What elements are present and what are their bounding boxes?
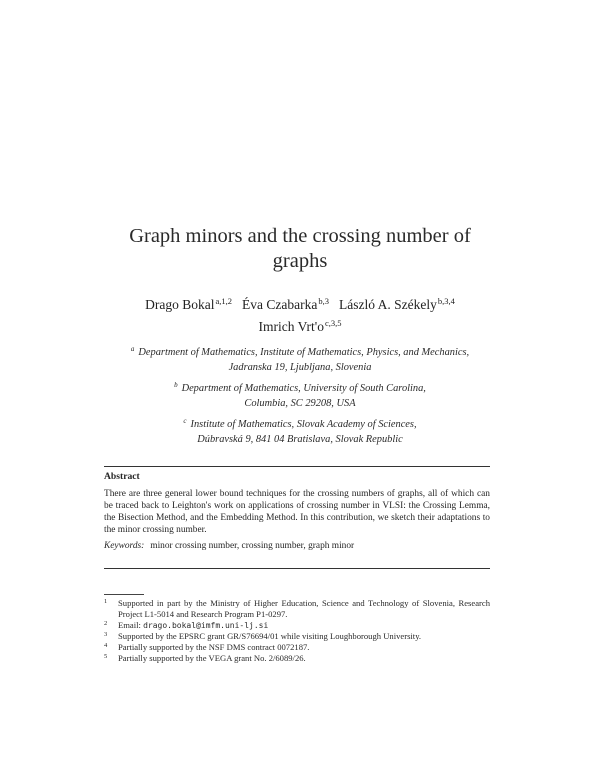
abstract-section: [104, 471, 490, 552]
footnote-5: [104, 653, 490, 664]
affiliation-line: Institute of Mathematics, Slovak Academy of Sciences,: [190, 419, 417, 430]
affiliation-line: Department of Mathematics, Institute of Mathematics, Physics, and Mechanics,: [138, 347, 470, 358]
footnote-1: [104, 598, 490, 620]
author-name: Imrich Vrt'o: [258, 319, 324, 334]
footnote-mark: 5: [104, 653, 108, 660]
footnote-2: [104, 620, 490, 631]
abstract-heading: Abstract: [104, 471, 140, 482]
abstract-top-rule: [104, 466, 490, 467]
footnote-text: Partially supported by the VEGA grant No. 2/6089/26.: [118, 653, 306, 663]
footnote-text: Supported by the EPSRC grant GR/S76694/01 while visiting Loughborough University.: [118, 631, 422, 641]
affiliation-c: [70, 414, 530, 447]
author-name: Éva Czabarka: [242, 297, 318, 312]
keywords-line: [104, 540, 490, 552]
keywords-label: Keywords:: [104, 541, 145, 551]
affiliation-line: Columbia, SC 29208, USA: [244, 398, 356, 409]
footnote-mark: 3: [104, 631, 108, 638]
author-laszlo-szekely: [339, 297, 455, 312]
footnote-mark: 4: [104, 642, 108, 649]
author-affil-marks: a,1,2: [215, 296, 233, 306]
email-link[interactable]: drago.bokal@imfm.uni-lj.si: [143, 621, 269, 630]
author-drago-bokal: [145, 297, 232, 312]
author-name: László A. Székely: [339, 297, 437, 312]
author-affil-marks: b,3,4: [437, 296, 455, 306]
abstract-bottom-rule: [104, 568, 490, 569]
footnote-text: Supported in part by the Ministry of Higher Education, Science and Technology of Slovenia, Research Project L1-5014 and Research Program P1-0297.: [118, 598, 490, 619]
footnote-email-label: Email:: [118, 620, 141, 630]
footnote-mark: 2: [104, 620, 108, 627]
author-affil-marks: b,3: [318, 296, 329, 306]
abstract-body: There are three general lower bound techniques for the crossing numbers of graphs, all of which can be traced back to Leighton's work on applications of crossing number in VLSI: the Crossing Lemma, the Bisection Method, and the Embedding Method. In this contribution, we sketch their adaptations to the minor crossing number.: [104, 489, 490, 535]
author-eva-czabarka: [242, 297, 329, 312]
footnote-mark: 1: [104, 598, 108, 605]
keywords-text: minor crossing number, crossing number, graph minor: [150, 541, 355, 551]
footnote-4: [104, 642, 490, 653]
author-name: Drago Bokal: [145, 297, 215, 312]
affiliation-line: Dúbravská 9, 841 04 Bratislava, Slovak Republic: [197, 434, 403, 445]
footnote-rule: [104, 594, 144, 595]
footnote-text: Partially supported by the NSF DMS contract 0072187.: [118, 642, 310, 652]
affiliation-line: Department of Mathematics, University of South Carolina,: [181, 383, 426, 394]
affiliation-mark: c: [183, 417, 187, 425]
affiliation-mark: b: [174, 381, 178, 389]
footnote-3: [104, 631, 490, 642]
affiliation-mark: a: [130, 345, 135, 353]
affiliation-a: [70, 342, 530, 375]
affiliation-b: [70, 378, 530, 411]
footnote-list: [104, 598, 490, 664]
author-list: [60, 292, 540, 336]
affiliation-line: Jadranska 19, Ljubljana, Slovenia: [228, 362, 372, 373]
author-imrich-vrto: [258, 319, 341, 334]
paper-title: Graph minors and the crossing number of graphs: [129, 224, 471, 272]
affiliation-list: [70, 342, 530, 450]
author-affil-marks: c,3,5: [324, 318, 342, 328]
